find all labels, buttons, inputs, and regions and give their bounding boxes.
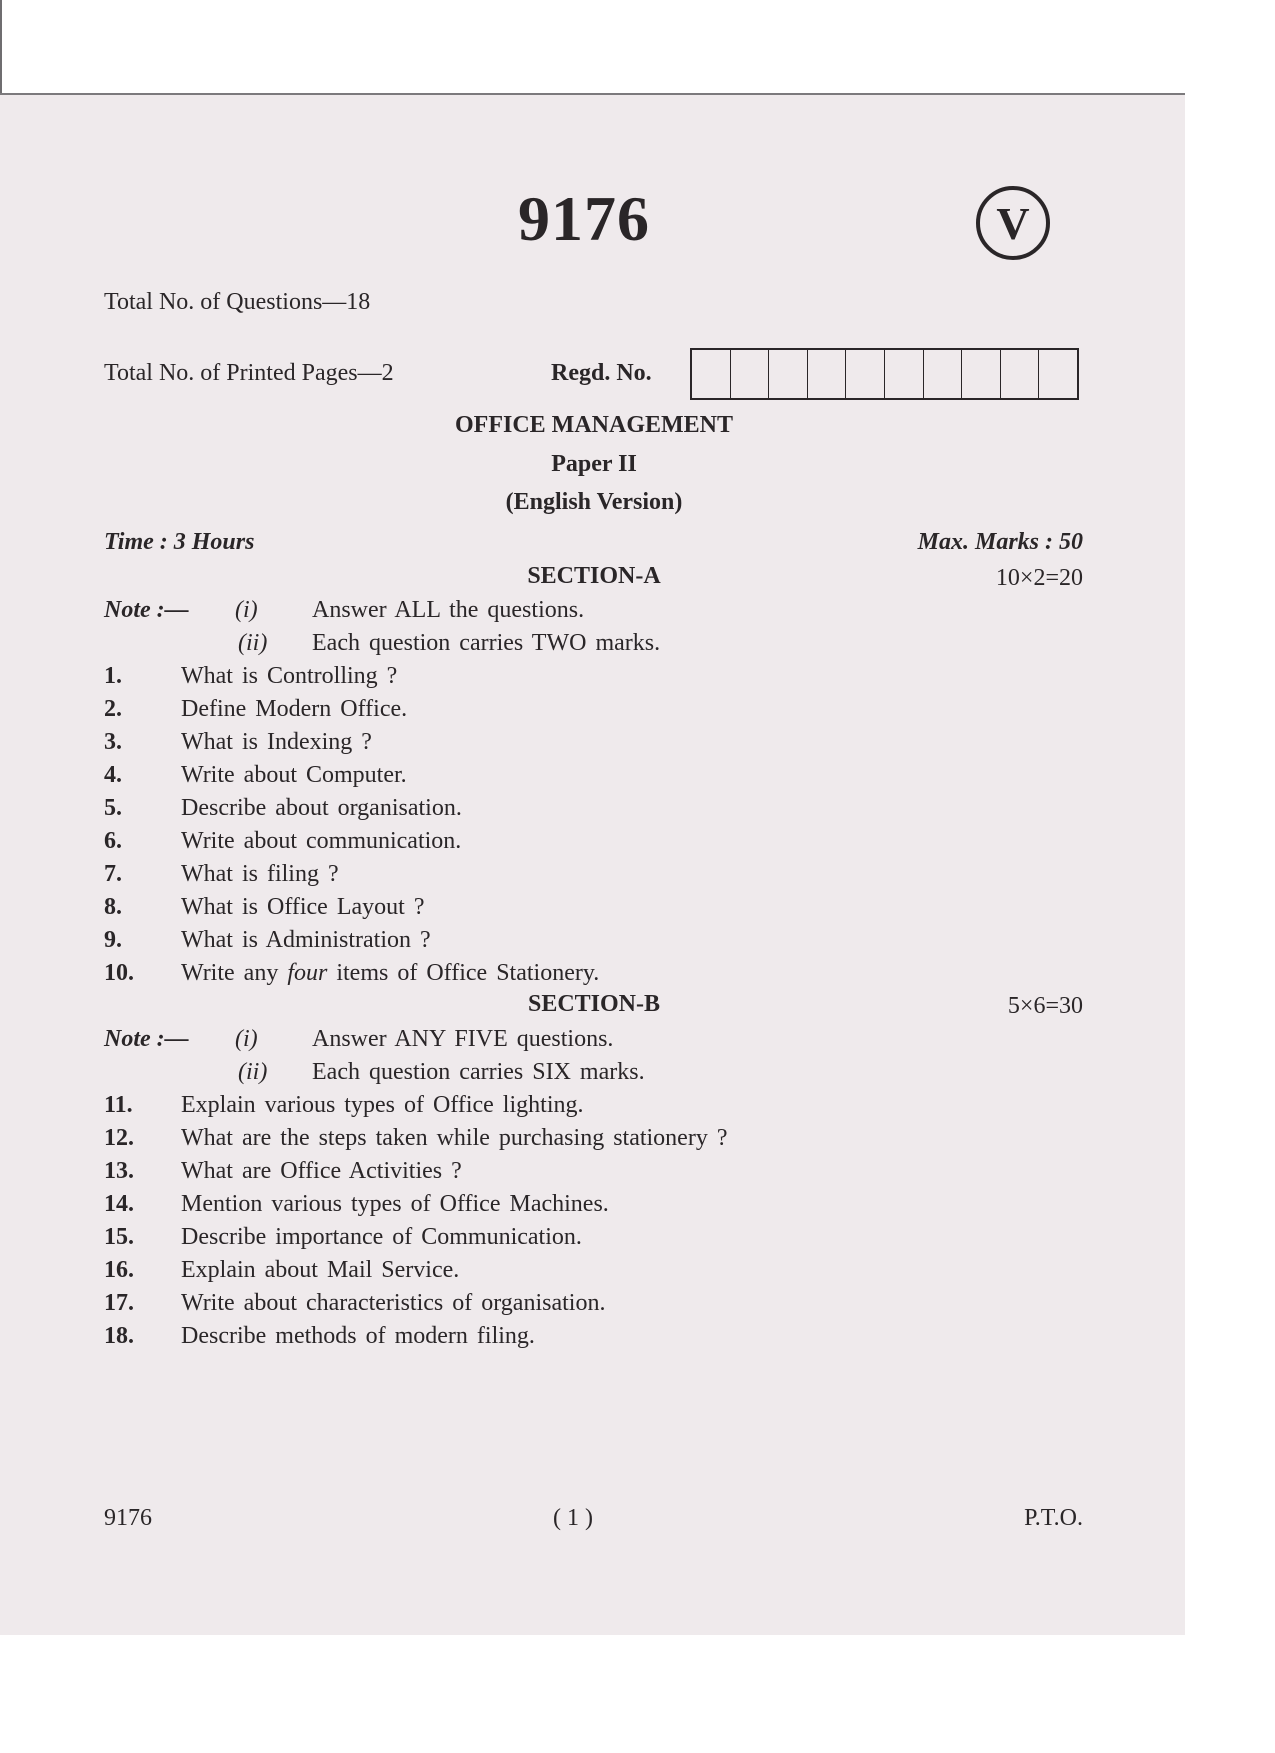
question-text: Write about communication. bbox=[181, 828, 462, 854]
question-number: 1. bbox=[104, 663, 122, 689]
question-text: What is Indexing ? bbox=[181, 729, 372, 755]
exam-paper-sheet bbox=[0, 95, 1185, 1635]
question-number: 3. bbox=[104, 729, 122, 755]
question-number: 14. bbox=[104, 1191, 134, 1217]
footer-page-number: ( 1 ) bbox=[553, 1505, 593, 1531]
question-number: 4. bbox=[104, 762, 122, 788]
question-text: Explain about Mail Service. bbox=[181, 1257, 460, 1283]
section-a-note-label: Note :— bbox=[104, 597, 189, 623]
regd-digit-box[interactable] bbox=[962, 350, 1001, 398]
question-text: Describe methods of modern filing. bbox=[181, 1323, 535, 1349]
time-allowed: Time : 3 Hours bbox=[104, 529, 255, 555]
regd-digit-box[interactable] bbox=[731, 350, 770, 398]
question-text: What are the steps taken while purchasing stationery ? bbox=[181, 1125, 728, 1151]
question-text: Mention various types of Office Machines. bbox=[181, 1191, 609, 1217]
question-text: What is Office Layout ? bbox=[181, 894, 425, 920]
question-number: 13. bbox=[104, 1158, 134, 1184]
max-marks: Max. Marks : 50 bbox=[917, 529, 1083, 555]
section-b-note-num: (i) bbox=[235, 1026, 258, 1052]
question-number: 7. bbox=[104, 861, 122, 887]
scan-edge-left bbox=[0, 0, 2, 95]
section-b-note-num: (ii) bbox=[238, 1059, 268, 1085]
question-text bbox=[181, 960, 599, 987]
question-number: 15. bbox=[104, 1224, 134, 1250]
question-text-pre: Write any bbox=[181, 960, 288, 986]
question-text: What is Controlling ? bbox=[181, 663, 398, 689]
paper-title: Paper II bbox=[551, 451, 637, 477]
footer-paper-code: 9176 bbox=[104, 1505, 152, 1531]
section-b-title: SECTION-B bbox=[527, 991, 661, 1017]
section-a-marks: 10×2=20 bbox=[995, 565, 1083, 591]
question-number: 18. bbox=[104, 1323, 134, 1349]
section-a-note-num: (i) bbox=[235, 597, 258, 623]
question-number: 2. bbox=[104, 696, 122, 722]
section-b-note-text: Each question carries SIX marks. bbox=[312, 1059, 645, 1085]
question-number: 11. bbox=[104, 1092, 133, 1118]
question-number: 5. bbox=[104, 795, 122, 821]
question-number: 12. bbox=[104, 1125, 134, 1151]
question-number: 10. bbox=[104, 960, 134, 986]
regd-digit-box[interactable] bbox=[1001, 350, 1040, 398]
regd-digit-box[interactable] bbox=[846, 350, 885, 398]
question-text-post: items of Office Stationery. bbox=[327, 960, 600, 986]
question-text: Define Modern Office. bbox=[181, 696, 408, 722]
total-questions: Total No. of Questions—18 bbox=[104, 289, 371, 315]
section-a-note-text: Answer ALL the questions. bbox=[312, 597, 585, 623]
footer-pto: P.T.O. bbox=[1024, 1505, 1083, 1531]
regd-number-boxes[interactable] bbox=[690, 348, 1079, 400]
question-text: What is Administration ? bbox=[181, 927, 431, 953]
version-circle-badge bbox=[976, 186, 1050, 260]
question-text: Write about Computer. bbox=[181, 762, 407, 788]
question-text: Describe importance of Communication. bbox=[181, 1224, 582, 1250]
regd-digit-box[interactable] bbox=[769, 350, 808, 398]
version-title: (English Version) bbox=[505, 489, 683, 515]
question-number: 8. bbox=[104, 894, 122, 920]
regd-digit-box[interactable] bbox=[1039, 350, 1077, 398]
question-text: What is filing ? bbox=[181, 861, 339, 887]
section-a-note-num: (ii) bbox=[238, 630, 268, 656]
paper-code: 9176 bbox=[518, 183, 650, 254]
question-number: 6. bbox=[104, 828, 122, 854]
version-letter: V bbox=[996, 197, 1030, 249]
question-text-emph: four bbox=[287, 960, 328, 986]
regd-digit-box[interactable] bbox=[692, 350, 731, 398]
regd-digit-box[interactable] bbox=[808, 350, 847, 398]
question-text: Write about characteristics of organisation. bbox=[181, 1290, 606, 1316]
question-text: Explain various types of Office lighting. bbox=[181, 1092, 584, 1118]
total-pages: Total No. of Printed Pages—2 bbox=[104, 360, 394, 386]
regd-digit-box[interactable] bbox=[885, 350, 924, 398]
question-number: 9. bbox=[104, 927, 122, 953]
regd-digit-box[interactable] bbox=[924, 350, 963, 398]
section-a-note-text: Each question carries TWO marks. bbox=[312, 630, 661, 656]
question-number: 16. bbox=[104, 1257, 134, 1283]
subject-title: OFFICE MANAGEMENT bbox=[455, 412, 733, 438]
section-b-marks: 5×6=30 bbox=[1007, 993, 1083, 1019]
question-number: 17. bbox=[104, 1290, 134, 1316]
question-text: What are Office Activities ? bbox=[181, 1158, 462, 1184]
section-b-note-label: Note :— bbox=[104, 1026, 189, 1052]
section-a-title: SECTION-A bbox=[527, 563, 661, 589]
question-text: Describe about organisation. bbox=[181, 795, 462, 821]
section-b-note-text: Answer ANY FIVE questions. bbox=[312, 1026, 614, 1052]
regd-label: Regd. No. bbox=[551, 360, 652, 386]
